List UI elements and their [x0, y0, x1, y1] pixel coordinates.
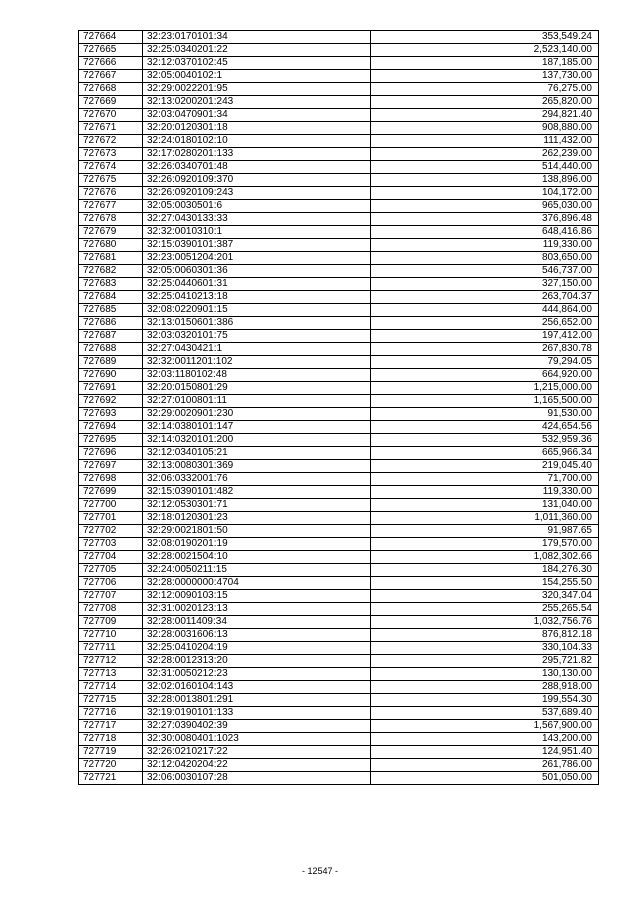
row-id-cell: 727681 — [79, 252, 143, 265]
amount-cell: 965,030.00 — [371, 200, 599, 213]
cadastral-number-cell: 32:32:0010310:1 — [143, 226, 371, 239]
amount-cell: 255,265.54 — [371, 603, 599, 616]
cadastral-number-cell: 32:31:0020123:13 — [143, 603, 371, 616]
cadastral-number-cell: 32:13:0150601:386 — [143, 317, 371, 330]
table-row — [79, 44, 599, 57]
row-id-cell: 727703 — [79, 538, 143, 551]
cadastral-number-cell: 32:18:0120301:23 — [143, 512, 371, 525]
table-row — [79, 83, 599, 96]
table-row — [79, 317, 599, 330]
row-id-cell: 727695 — [79, 434, 143, 447]
table-row — [79, 486, 599, 499]
row-id-cell: 727664 — [79, 31, 143, 44]
table-row — [79, 369, 599, 382]
cadastral-number-cell: 32:08:0220901:15 — [143, 304, 371, 317]
table-row — [79, 733, 599, 746]
table-row — [79, 304, 599, 317]
table-row — [79, 343, 599, 356]
table-row — [79, 31, 599, 44]
amount-cell: 444,864.00 — [371, 304, 599, 317]
table-row — [79, 70, 599, 83]
cadastral-number-cell: 32:14:0320101:200 — [143, 434, 371, 447]
table-row — [79, 265, 599, 278]
cadastral-number-cell: 32:05:0060301:36 — [143, 265, 371, 278]
row-id-cell: 727700 — [79, 499, 143, 512]
table-row — [79, 135, 599, 148]
row-id-cell: 727689 — [79, 356, 143, 369]
row-id-cell: 727676 — [79, 187, 143, 200]
table-row — [79, 148, 599, 161]
row-id-cell: 727705 — [79, 564, 143, 577]
data-table — [78, 30, 599, 785]
table-row — [79, 603, 599, 616]
row-id-cell: 727712 — [79, 655, 143, 668]
table-row — [79, 239, 599, 252]
table-row — [79, 720, 599, 733]
cadastral-number-cell: 32:25:0410213:18 — [143, 291, 371, 304]
amount-cell: 376,896.48 — [371, 213, 599, 226]
row-id-cell: 727677 — [79, 200, 143, 213]
row-id-cell: 727715 — [79, 694, 143, 707]
cadastral-number-cell: 32:27:0430133:33 — [143, 213, 371, 226]
row-id-cell: 727687 — [79, 330, 143, 343]
cadastral-number-cell: 32:05:0030501:6 — [143, 200, 371, 213]
table-row — [79, 57, 599, 70]
table-row — [79, 538, 599, 551]
row-id-cell: 727682 — [79, 265, 143, 278]
table-row — [79, 655, 599, 668]
row-id-cell: 727670 — [79, 109, 143, 122]
row-id-cell: 727678 — [79, 213, 143, 226]
cadastral-number-cell: 32:15:0390101:387 — [143, 239, 371, 252]
row-id-cell: 727694 — [79, 421, 143, 434]
table-row — [79, 161, 599, 174]
amount-cell: 261,786.00 — [371, 759, 599, 772]
row-id-cell: 727666 — [79, 57, 143, 70]
amount-cell: 1,215,000.00 — [371, 382, 599, 395]
cadastral-number-cell: 32:27:0430421:1 — [143, 343, 371, 356]
cadastral-number-cell: 32:29:0020901:230 — [143, 408, 371, 421]
cadastral-number-cell: 32:27:0100801:11 — [143, 395, 371, 408]
row-id-cell: 727720 — [79, 759, 143, 772]
row-id-cell: 727713 — [79, 668, 143, 681]
table-row — [79, 226, 599, 239]
row-id-cell: 727701 — [79, 512, 143, 525]
cadastral-number-cell: 32:29:0021801:50 — [143, 525, 371, 538]
row-id-cell: 727686 — [79, 317, 143, 330]
cadastral-number-cell: 32:23:0170101:34 — [143, 31, 371, 44]
row-id-cell: 727675 — [79, 174, 143, 187]
cadastral-number-cell: 32:03:1180102:48 — [143, 369, 371, 382]
table-row — [79, 460, 599, 473]
cadastral-number-cell: 32:24:0050211:15 — [143, 564, 371, 577]
row-id-cell: 727696 — [79, 447, 143, 460]
row-id-cell: 727718 — [79, 733, 143, 746]
row-id-cell: 727674 — [79, 161, 143, 174]
table-row — [79, 200, 599, 213]
table-row — [79, 408, 599, 421]
table-row — [79, 434, 599, 447]
cadastral-number-cell: 32:28:0011409:34 — [143, 616, 371, 629]
row-id-cell: 727683 — [79, 278, 143, 291]
amount-cell: 124,951.40 — [371, 746, 599, 759]
amount-cell: 143,200.00 — [371, 733, 599, 746]
table-row — [79, 707, 599, 720]
row-id-cell: 727710 — [79, 629, 143, 642]
table-row — [79, 473, 599, 486]
table-row — [79, 681, 599, 694]
row-id-cell: 727716 — [79, 707, 143, 720]
amount-cell: 76,275.00 — [371, 83, 599, 96]
cadastral-number-cell: 32:08:0190201:19 — [143, 538, 371, 551]
row-id-cell: 727685 — [79, 304, 143, 317]
table-row — [79, 278, 599, 291]
table-row — [79, 759, 599, 772]
row-id-cell: 727707 — [79, 590, 143, 603]
cadastral-number-cell: 32:31:0050212:23 — [143, 668, 371, 681]
amount-cell: 219,045.40 — [371, 460, 599, 473]
cadastral-number-cell: 32:25:0340201:22 — [143, 44, 371, 57]
cadastral-number-cell: 32:20:0150801:29 — [143, 382, 371, 395]
cadastral-number-cell: 32:12:0420204:22 — [143, 759, 371, 772]
amount-cell: 187,185.00 — [371, 57, 599, 70]
amount-cell: 71,700.00 — [371, 473, 599, 486]
amount-cell: 137,730.00 — [371, 70, 599, 83]
row-id-cell: 727704 — [79, 551, 143, 564]
amount-cell: 908,880.00 — [371, 122, 599, 135]
table-row — [79, 551, 599, 564]
amount-cell: 111,432.00 — [371, 135, 599, 148]
cadastral-number-cell: 32:03:0470901:34 — [143, 109, 371, 122]
row-id-cell: 727690 — [79, 369, 143, 382]
cadastral-number-cell: 32:13:0200201:243 — [143, 96, 371, 109]
row-id-cell: 727692 — [79, 395, 143, 408]
cadastral-number-cell: 32:03:0320101:75 — [143, 330, 371, 343]
amount-cell: 532,959.36 — [371, 434, 599, 447]
cadastral-number-cell: 32:12:0530301:71 — [143, 499, 371, 512]
amount-cell: 262,239.00 — [371, 148, 599, 161]
row-id-cell: 727697 — [79, 460, 143, 473]
cadastral-number-cell: 32:20:0120301:18 — [143, 122, 371, 135]
cadastral-number-cell: 32:28:0012313:20 — [143, 655, 371, 668]
row-id-cell: 727702 — [79, 525, 143, 538]
table-row — [79, 525, 599, 538]
table-row — [79, 174, 599, 187]
cadastral-number-cell: 32:26:0340701:48 — [143, 161, 371, 174]
amount-cell: 648,416.86 — [371, 226, 599, 239]
table-row — [79, 122, 599, 135]
amount-cell: 91,530.00 — [371, 408, 599, 421]
table-row — [79, 252, 599, 265]
row-id-cell: 727688 — [79, 343, 143, 356]
cadastral-number-cell: 32:28:0021504:10 — [143, 551, 371, 564]
cadastral-number-cell: 32:06:0332001:76 — [143, 473, 371, 486]
amount-cell: 104,172.00 — [371, 187, 599, 200]
cadastral-number-cell: 32:24:0180102:10 — [143, 135, 371, 148]
row-id-cell: 727672 — [79, 135, 143, 148]
cadastral-number-cell: 32:15:0390101:482 — [143, 486, 371, 499]
amount-cell: 256,652.00 — [371, 317, 599, 330]
row-id-cell: 727699 — [79, 486, 143, 499]
amount-cell: 665,966.34 — [371, 447, 599, 460]
amount-cell: 1,011,360.00 — [371, 512, 599, 525]
cadastral-number-cell: 32:26:0920109:243 — [143, 187, 371, 200]
amount-cell: 424,654.56 — [371, 421, 599, 434]
table-row — [79, 629, 599, 642]
amount-cell: 876,812.18 — [371, 629, 599, 642]
cadastral-number-cell: 32:05:0040102:1 — [143, 70, 371, 83]
amount-cell: 131,040.00 — [371, 499, 599, 512]
table-row — [79, 564, 599, 577]
cadastral-number-cell: 32:12:0090103:15 — [143, 590, 371, 603]
amount-cell: 138,896.00 — [371, 174, 599, 187]
amount-cell: 1,567,900.00 — [371, 720, 599, 733]
amount-cell: 330,104.33 — [371, 642, 599, 655]
amount-cell: 803,650.00 — [371, 252, 599, 265]
amount-cell: 184,276.30 — [371, 564, 599, 577]
cadastral-number-cell: 32:25:0410204:19 — [143, 642, 371, 655]
table-row — [79, 746, 599, 759]
cadastral-number-cell: 32:23:0051204:201 — [143, 252, 371, 265]
cadastral-number-cell: 32:32:0011201:102 — [143, 356, 371, 369]
row-id-cell: 727665 — [79, 44, 143, 57]
table-row — [79, 96, 599, 109]
amount-cell: 2,523,140.00 — [371, 44, 599, 57]
row-id-cell: 727673 — [79, 148, 143, 161]
amount-cell: 288,918.00 — [371, 681, 599, 694]
amount-cell: 79,294.05 — [371, 356, 599, 369]
amount-cell: 537,689.40 — [371, 707, 599, 720]
cadastral-number-cell: 32:27:0390402:39 — [143, 720, 371, 733]
table-body — [79, 31, 599, 785]
table-row — [79, 447, 599, 460]
table-row — [79, 330, 599, 343]
table-row — [79, 109, 599, 122]
amount-cell: 1,082,302.66 — [371, 551, 599, 564]
row-id-cell: 727693 — [79, 408, 143, 421]
cadastral-number-cell: 32:26:0210217:22 — [143, 746, 371, 759]
table-row — [79, 642, 599, 655]
amount-cell: 353,549.24 — [371, 31, 599, 44]
amount-cell: 154,255.50 — [371, 577, 599, 590]
row-id-cell: 727714 — [79, 681, 143, 694]
table-row — [79, 395, 599, 408]
table-row — [79, 382, 599, 395]
amount-cell: 119,330.00 — [371, 239, 599, 252]
table-row — [79, 499, 599, 512]
cadastral-number-cell: 32:25:0440601:31 — [143, 278, 371, 291]
cadastral-number-cell: 32:12:0340105:21 — [143, 447, 371, 460]
row-id-cell: 727711 — [79, 642, 143, 655]
row-id-cell: 727679 — [79, 226, 143, 239]
amount-cell: 91,987.65 — [371, 525, 599, 538]
table-row — [79, 356, 599, 369]
amount-cell: 514,440.00 — [371, 161, 599, 174]
cadastral-number-cell: 32:13:0080301:369 — [143, 460, 371, 473]
row-id-cell: 727708 — [79, 603, 143, 616]
row-id-cell: 727717 — [79, 720, 143, 733]
amount-cell: 327,150.00 — [371, 278, 599, 291]
amount-cell: 130,130.00 — [371, 668, 599, 681]
page-number: - 12547 - — [301, 866, 339, 876]
cadastral-number-cell: 32:30:0080401:1023 — [143, 733, 371, 746]
amount-cell: 295,721.82 — [371, 655, 599, 668]
amount-cell: 119,330.00 — [371, 486, 599, 499]
row-id-cell: 727709 — [79, 616, 143, 629]
cadastral-number-cell: 32:06:0030107:28 — [143, 772, 371, 785]
row-id-cell: 727721 — [79, 772, 143, 785]
row-id-cell: 727680 — [79, 239, 143, 252]
amount-cell: 267,830.78 — [371, 343, 599, 356]
amount-cell: 179,570.00 — [371, 538, 599, 551]
row-id-cell: 727684 — [79, 291, 143, 304]
table-row — [79, 694, 599, 707]
row-id-cell: 727719 — [79, 746, 143, 759]
amount-cell: 199,554.30 — [371, 694, 599, 707]
table-row — [79, 291, 599, 304]
table-row — [79, 772, 599, 785]
cadastral-number-cell: 32:26:0920109:370 — [143, 174, 371, 187]
amount-cell: 501,050.00 — [371, 772, 599, 785]
row-id-cell: 727669 — [79, 96, 143, 109]
amount-cell: 265,820.00 — [371, 96, 599, 109]
row-id-cell: 727671 — [79, 122, 143, 135]
row-id-cell: 727667 — [79, 70, 143, 83]
amount-cell: 320,347.04 — [371, 590, 599, 603]
amount-cell: 294,821.40 — [371, 109, 599, 122]
table-row — [79, 512, 599, 525]
amount-cell: 197,412.00 — [371, 330, 599, 343]
cadastral-number-cell: 32:19:0190101:133 — [143, 707, 371, 720]
cadastral-number-cell: 32:28:0013801:291 — [143, 694, 371, 707]
row-id-cell: 727698 — [79, 473, 143, 486]
amount-cell: 1,032,756.76 — [371, 616, 599, 629]
table-row — [79, 590, 599, 603]
amount-cell: 263,704.37 — [371, 291, 599, 304]
cadastral-number-cell: 32:28:0031606:13 — [143, 629, 371, 642]
table-row — [79, 577, 599, 590]
table-row — [79, 187, 599, 200]
table-row — [79, 421, 599, 434]
amount-cell: 1,165,500.00 — [371, 395, 599, 408]
table-row — [79, 668, 599, 681]
cadastral-number-cell: 32:02:0160104:143 — [143, 681, 371, 694]
table-row — [79, 616, 599, 629]
cadastral-number-cell: 32:28:0000000:4704 — [143, 577, 371, 590]
cadastral-number-cell: 32:14:0380101:147 — [143, 421, 371, 434]
row-id-cell: 727668 — [79, 83, 143, 96]
table-row — [79, 213, 599, 226]
row-id-cell: 727691 — [79, 382, 143, 395]
cadastral-number-cell: 32:17:0280201:133 — [143, 148, 371, 161]
cadastral-number-cell: 32:29:0022201:95 — [143, 83, 371, 96]
cadastral-number-cell: 32:12:0370102:45 — [143, 57, 371, 70]
amount-cell: 664,920.00 — [371, 369, 599, 382]
amount-cell: 546,737.00 — [371, 265, 599, 278]
row-id-cell: 727706 — [79, 577, 143, 590]
